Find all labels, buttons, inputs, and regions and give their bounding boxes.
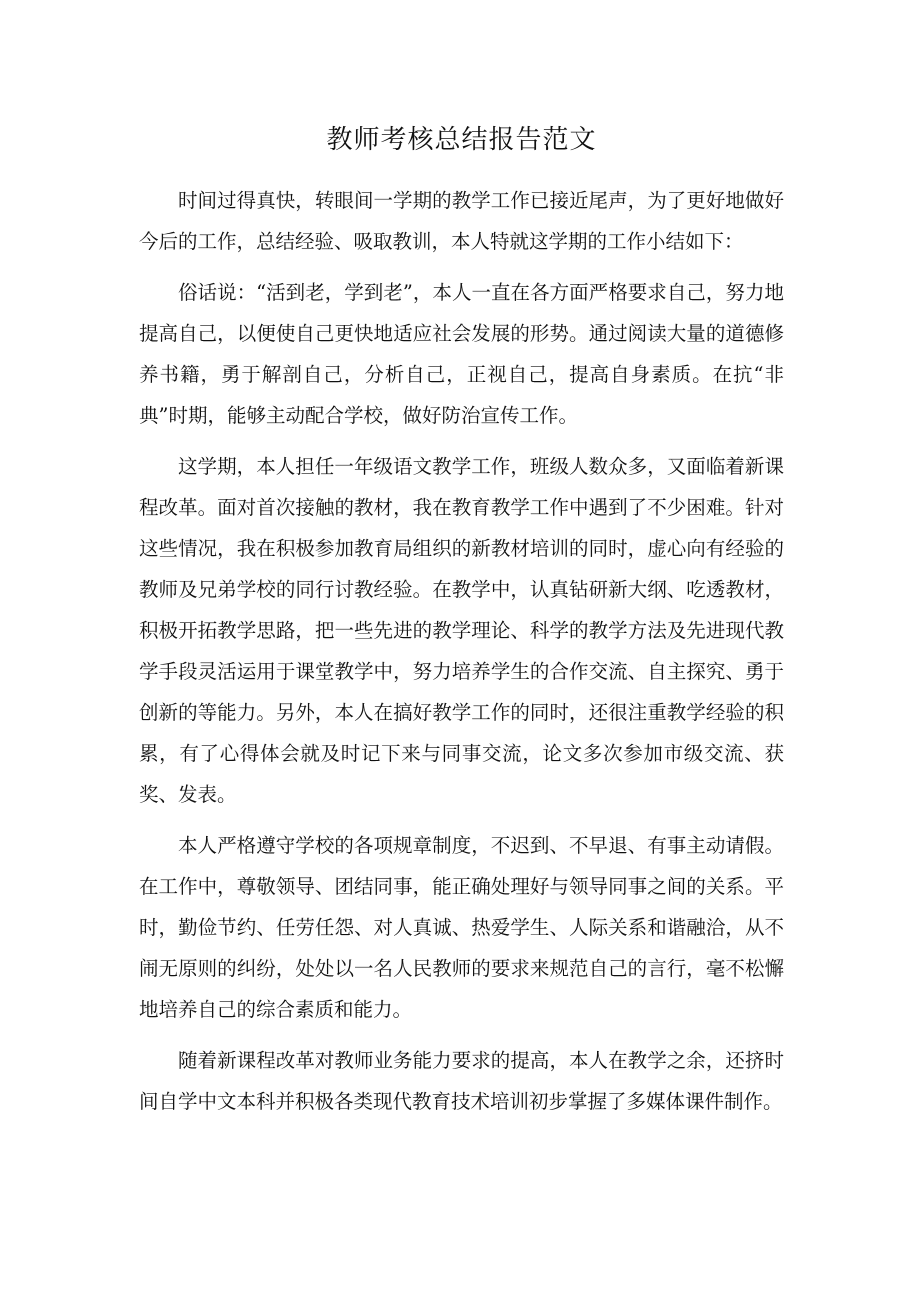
paragraph-discipline: 本人严格遵守学校的各项规章制度，不迟到、不早退、有事主动请假。在工作中，尊敬领导、团结同事，能正确处理好与领导同事之间的关系。平时，勤俭节约、任劳任怨、对人真诚、热爱学生、人际关系和谐融洽，从不闹无原则的纠纷，处处以一名人民教师的要求来规范自己的言行，毫不松懈地培养自己的综合素质和能力。 xyxy=(139,834,784,1021)
paragraph-professional-growth: 随着新课程改革对教师业务能力要求的提高，本人在教学之余，还挤时间自学中文本科并积极各类现代教育技术培训初步掌握了多媒体课件制作。 xyxy=(139,1049,784,1113)
paragraph-self-improvement: 俗话说：“活到老，学到老”，本人一直在各方面严格要求自己，努力地提高自己，以便使自己更快地适应社会发展的形势。通过阅读大量的道德修养书籍，勇于解剖自己，分析自己，正视自己，提高自身素质。在抗“非典”时期，能够主动配合学校，做好防治宣传工作。 xyxy=(139,281,784,427)
paragraph-teaching-work: 这学期，本人担任一年级语文教学工作，班级人数众多，又面临着新课程改革。面对首次接触的教材，我在教育教学工作中遇到了不少困难。针对这些情况，我在积极参加教育局组织的新教材培训的同时，虚心向有经验的教师及兄弟学校的同行讨教经验。在教学中，认真钻研新大纲、吃透教材，积极开拓教学思路，把一些先进的教学理论、科学的教学方法及先进现代教学手段灵活运用于课堂教学中，努力培养学生的合作交流、自主探究、勇于创新的等能力。另外，本人在搞好教学工作的同时，还很注重教学经验的积累，有了心得体会就及时记下来与同事交流，论文多次参加市级交流、获奖、发表。 xyxy=(139,455,784,806)
document-title: 教师考核总结报告范文 xyxy=(326,125,597,155)
paragraph-intro: 时间过得真快，转眼间一学期的教学工作已接近尾声，为了更好地做好今后的工作，总结经验、吸取教训，本人特就这学期的工作小结如下： xyxy=(139,189,784,253)
